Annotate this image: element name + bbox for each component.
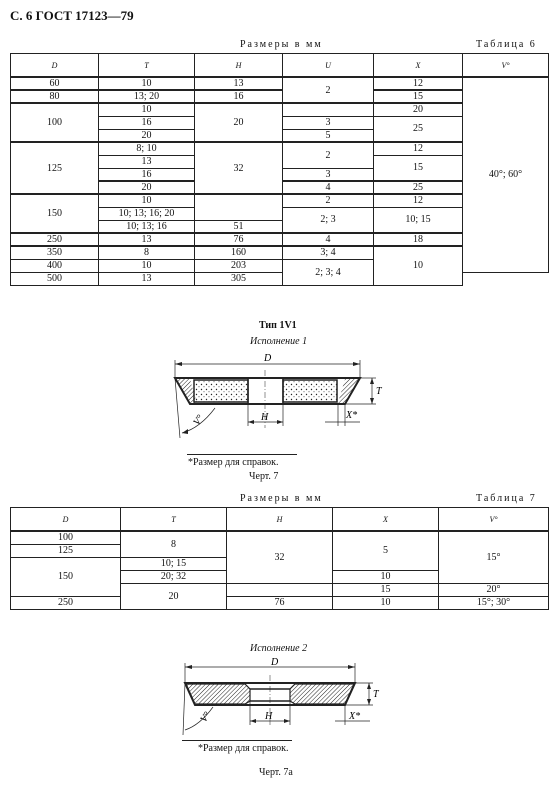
cell: 2 xyxy=(283,194,374,207)
cell: 100 xyxy=(11,103,99,142)
cell: 350 xyxy=(11,246,99,259)
cell: 10 xyxy=(374,246,463,285)
cell: 10; 15 xyxy=(121,557,227,570)
label-h: H xyxy=(265,711,273,722)
cell: 12 xyxy=(374,77,463,90)
cell: 16 xyxy=(99,168,195,181)
cell: 60 xyxy=(11,77,99,90)
table7 xyxy=(10,507,549,610)
table6-caption: Размеры в мм xyxy=(240,39,323,50)
cell: 3; 4 xyxy=(283,246,374,259)
cell: 3 xyxy=(283,116,374,129)
cell: 15°; 30° xyxy=(439,596,549,609)
cell: 20 xyxy=(374,103,463,116)
table6-label: Таблица 6 xyxy=(476,39,537,50)
cell: 2; 3; 4 xyxy=(283,259,374,285)
col-v: V° xyxy=(439,508,549,532)
cell: 13 xyxy=(99,272,195,285)
drawing-type1v1-variant1 xyxy=(160,348,390,448)
cell: 10 xyxy=(99,194,195,207)
col-u: U xyxy=(283,54,374,78)
footnote-rule xyxy=(187,454,297,455)
cell: 51 xyxy=(195,220,283,233)
cell: 13 xyxy=(99,155,195,168)
cell: 8; 10 xyxy=(99,142,195,155)
label-x: X* xyxy=(349,711,361,722)
cell: 8 xyxy=(121,531,227,557)
figure-7-caption: Черт. 7 xyxy=(249,471,279,482)
cell: 20 xyxy=(99,129,195,142)
cell: 15 xyxy=(374,155,463,181)
label-t: T xyxy=(373,689,379,700)
cell: 15° xyxy=(439,531,549,583)
cell: 150 xyxy=(11,557,121,596)
cell: 5 xyxy=(333,531,439,570)
label-t: T xyxy=(376,386,382,397)
cell: 4 xyxy=(283,181,374,194)
cell: 15 xyxy=(374,90,463,103)
footnote-rule xyxy=(182,740,292,741)
figure-7a-caption: Черт. 7а xyxy=(259,767,293,778)
cell: 20° xyxy=(439,583,549,596)
label-v: V° xyxy=(191,413,207,428)
cell: 12 xyxy=(374,142,463,155)
cell: 32 xyxy=(227,531,333,583)
cell: 76 xyxy=(227,596,333,609)
label-d: D xyxy=(271,657,279,668)
footnote-7: *Размер для справок. xyxy=(188,457,279,468)
table7-caption: Размеры в мм xyxy=(240,493,323,504)
cell: 4 xyxy=(283,233,374,246)
cell: 10; 13; 16; 20 xyxy=(99,207,195,220)
cell: 10 xyxy=(99,259,195,272)
type-title: Тип 1V1 xyxy=(259,320,297,331)
cell: 40°; 60° xyxy=(463,77,549,272)
cell: 13; 20 xyxy=(99,90,195,103)
cell: 18 xyxy=(374,233,463,246)
cell: 125 xyxy=(11,142,99,194)
cell: 250 xyxy=(11,596,121,609)
col-v: V° xyxy=(463,54,549,78)
cell: 250 xyxy=(11,233,99,246)
cell: 25 xyxy=(374,116,463,142)
cell: 13 xyxy=(195,77,283,90)
cell: 10 xyxy=(333,596,439,609)
cell: 20; 32 xyxy=(121,570,227,583)
cell: 20 xyxy=(121,583,227,609)
cell: 12 xyxy=(374,194,463,207)
cell: 80 xyxy=(11,90,99,103)
cell: 305 xyxy=(195,272,283,285)
cell: 2 xyxy=(283,142,374,168)
cell: 400 xyxy=(11,259,99,272)
cell: 76 xyxy=(195,233,283,246)
cell: 20 xyxy=(195,103,283,142)
cell: 125 xyxy=(11,544,121,557)
cell: 2 xyxy=(283,77,374,103)
label-v: V° xyxy=(198,710,214,725)
col-h: H xyxy=(227,508,333,532)
cell: 3 xyxy=(283,168,374,181)
drawing-type1v1-variant2 xyxy=(175,655,390,740)
cell: 203 xyxy=(195,259,283,272)
cell: 10 xyxy=(333,570,439,583)
variant-1-title: Исполнение 1 xyxy=(250,336,308,347)
cell xyxy=(195,194,283,220)
label-x: X* xyxy=(346,410,358,421)
label-h: H xyxy=(261,412,269,423)
col-t: T xyxy=(99,54,195,78)
col-t: T xyxy=(121,508,227,532)
cell: 10; 13; 16 xyxy=(99,220,195,233)
cell: 5 xyxy=(283,129,374,142)
cell: 100 xyxy=(11,531,121,544)
cell: 150 xyxy=(11,194,99,233)
variant-2-title: Исполнение 2 xyxy=(250,643,308,654)
cell xyxy=(227,583,333,596)
cell: 160 xyxy=(195,246,283,259)
cell: 16 xyxy=(99,116,195,129)
cell: 13 xyxy=(99,233,195,246)
col-d: D xyxy=(11,508,121,532)
col-x: X xyxy=(374,54,463,78)
cell: 25 xyxy=(374,181,463,194)
cell: 10 xyxy=(99,77,195,90)
cell: 20 xyxy=(99,181,195,194)
cell: 8 xyxy=(99,246,195,259)
page-header: С. 6 ГОСТ 17123—79 xyxy=(10,8,134,23)
cell: 500 xyxy=(11,272,99,285)
cell: 32 xyxy=(195,142,283,194)
cell xyxy=(283,103,374,116)
footnote-7a: *Размер для справок. xyxy=(198,743,289,754)
cell: 10; 15 xyxy=(374,207,463,233)
col-d: D xyxy=(11,54,99,78)
cell: 2; 3 xyxy=(283,207,374,233)
cell: 16 xyxy=(195,90,283,103)
label-d: D xyxy=(264,353,272,364)
table7-label: Таблица 7 xyxy=(476,493,537,504)
col-h: H xyxy=(195,54,283,78)
cell: 15 xyxy=(333,583,439,596)
cell: 10 xyxy=(99,103,195,116)
col-x: X xyxy=(333,508,439,532)
table6 xyxy=(10,53,549,286)
